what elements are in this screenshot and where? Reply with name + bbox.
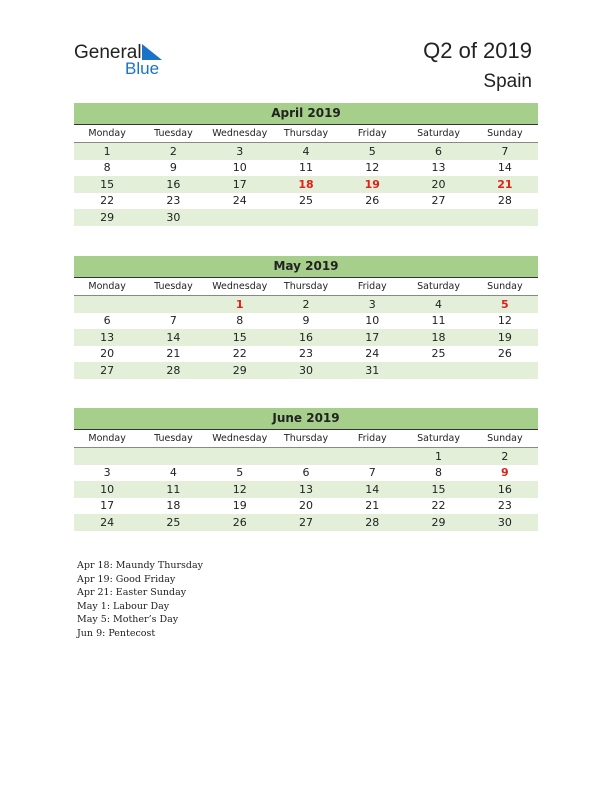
weekday-label: Friday: [339, 430, 405, 448]
day-cell: 21: [166, 347, 181, 361]
day-cell: 13: [74, 329, 140, 346]
day-cell: 17: [100, 499, 115, 513]
weekday-header-row: [74, 125, 538, 143]
weekday-label: Tuesday: [140, 278, 206, 296]
empty-day-cell: [207, 448, 273, 465]
logo-blue-text: Blue: [125, 59, 160, 78]
week-row: [74, 448, 538, 465]
day-cell: 26: [497, 347, 512, 361]
month-title: May 2019: [74, 256, 538, 278]
day-cell: 19: [472, 329, 538, 346]
day-cell: 30: [472, 514, 538, 531]
day-cell: 3: [339, 296, 405, 313]
week-row: [74, 329, 538, 346]
empty-day-cell: [273, 448, 339, 465]
logo-general-text: General: [74, 42, 142, 63]
day-cell: 10: [365, 314, 380, 328]
day-cell: 11: [140, 481, 206, 498]
day-cell: 2: [140, 143, 206, 160]
day-cell: 9: [302, 314, 310, 328]
day-cell: 26: [207, 514, 273, 531]
holiday-item: Apr 19: Good Friday: [77, 573, 176, 585]
holiday-list: [77, 559, 203, 641]
day-cell: 5: [472, 296, 538, 313]
week-row: [74, 160, 538, 177]
day-cell: 5: [339, 143, 405, 160]
day-cell: 23: [166, 194, 181, 208]
day-cell: 23: [497, 499, 512, 513]
day-cell: 11: [431, 314, 446, 328]
empty-day-cell: [74, 448, 140, 465]
day-cell: 4: [273, 143, 339, 160]
logo: [74, 42, 174, 78]
day-cell: 29: [207, 362, 273, 379]
day-cell: 27: [273, 514, 339, 531]
day-cell: 16: [273, 329, 339, 346]
week-row: [74, 296, 538, 313]
weekday-label: Monday: [74, 430, 140, 448]
day-cell: 30: [273, 362, 339, 379]
holiday-item: Apr 21: Easter Sunday: [77, 587, 187, 599]
holiday-item: Apr 18: Maundy Thursday: [77, 560, 204, 571]
day-cell: 1: [405, 448, 471, 465]
month-april: [74, 103, 538, 226]
day-cell: 28: [339, 514, 405, 531]
day-cell: 28: [497, 194, 512, 208]
month-june: [74, 408, 538, 531]
week-row: [74, 143, 538, 160]
day-cell: 7: [472, 143, 538, 160]
day-cell: 4: [169, 466, 177, 480]
day-cell: 18: [273, 176, 339, 193]
empty-day-cell: [74, 296, 140, 313]
day-cell: 1: [74, 143, 140, 160]
day-cell: 27: [74, 362, 140, 379]
week-row: [74, 481, 538, 498]
day-cell: 8: [236, 314, 244, 328]
day-cell: 26: [365, 194, 380, 208]
weekday-label: Saturday: [405, 430, 471, 448]
day-cell: 18: [405, 329, 471, 346]
country-label: Spain: [483, 71, 532, 92]
empty-day-cell: [339, 448, 405, 465]
day-cell: 20: [405, 176, 471, 193]
calendar-grid: [74, 278, 538, 379]
calendar-grid: [74, 430, 538, 531]
day-cell: 6: [405, 143, 471, 160]
empty-day-cell: [140, 448, 206, 465]
weekday-label: Thursday: [273, 278, 339, 296]
day-cell: 9: [501, 466, 509, 480]
day-cell: 14: [140, 329, 206, 346]
day-cell: 13: [273, 481, 339, 498]
day-cell: 20: [298, 499, 313, 513]
day-cell: 7: [169, 314, 177, 328]
weekday-label: Sunday: [472, 125, 538, 143]
day-cell: 20: [100, 347, 115, 361]
day-cell: 30: [140, 209, 206, 226]
week-row: [74, 176, 538, 193]
day-cell: 18: [166, 499, 181, 513]
weekday-header-row: [74, 430, 538, 448]
day-cell: 15: [74, 176, 140, 193]
day-cell: 21: [472, 176, 538, 193]
weekday-label: Saturday: [405, 125, 471, 143]
day-cell: 16: [472, 481, 538, 498]
week-row: [74, 346, 538, 363]
weekday-label: Tuesday: [140, 430, 206, 448]
day-cell: 29: [74, 209, 140, 226]
day-cell: 19: [339, 176, 405, 193]
day-cell: 7: [368, 466, 376, 480]
weekday-label: Sunday: [472, 430, 538, 448]
day-cell: 2: [472, 448, 538, 465]
day-cell: 21: [365, 499, 380, 513]
weekday-label: Monday: [74, 125, 140, 143]
holiday-item: May 5: Mother’s Day: [77, 614, 179, 626]
day-cell: 8: [103, 161, 111, 175]
day-cell: 15: [405, 481, 471, 498]
weekday-label: Friday: [339, 278, 405, 296]
day-cell: 17: [339, 329, 405, 346]
day-cell: 4: [405, 296, 471, 313]
day-cell: 24: [232, 194, 247, 208]
day-cell: 5: [236, 466, 244, 480]
day-cell: 3: [103, 466, 111, 480]
day-cell: 22: [232, 347, 247, 361]
page-title: Q2 of 2019: [423, 38, 532, 63]
day-cell: 1: [207, 296, 273, 313]
day-cell: 6: [103, 314, 111, 328]
empty-day-cell: [273, 209, 339, 226]
weekday-label: Sunday: [472, 278, 538, 296]
day-cell: 10: [232, 161, 247, 175]
empty-day-cell: [472, 362, 538, 379]
day-cell: 15: [207, 329, 273, 346]
week-row: [74, 362, 538, 379]
empty-day-cell: [405, 209, 471, 226]
calendar-grid: [74, 125, 538, 226]
day-cell: 28: [140, 362, 206, 379]
weekday-label: Thursday: [273, 430, 339, 448]
month-title: June 2019: [74, 408, 538, 430]
week-row: [74, 514, 538, 531]
holiday-item: Jun 9: Pentecost: [77, 627, 156, 639]
day-cell: 3: [207, 143, 273, 160]
week-row: [74, 313, 538, 330]
day-cell: 24: [365, 347, 380, 361]
day-cell: 25: [140, 514, 206, 531]
day-cell: 6: [302, 466, 310, 480]
day-cell: 27: [431, 194, 446, 208]
day-cell: 14: [339, 481, 405, 498]
weekday-label: Wednesday: [207, 278, 273, 296]
empty-day-cell: [405, 362, 471, 379]
month-may: [74, 256, 538, 379]
day-cell: 22: [431, 499, 446, 513]
month-title: April 2019: [74, 103, 538, 125]
day-cell: 12: [207, 481, 273, 498]
logo-triangle-icon: [142, 44, 162, 60]
day-cell: 2: [273, 296, 339, 313]
day-cell: 22: [100, 194, 115, 208]
day-cell: 25: [431, 347, 446, 361]
day-cell: 12: [365, 161, 380, 175]
weekday-label: Wednesday: [207, 430, 273, 448]
day-cell: 29: [405, 514, 471, 531]
day-cell: 16: [140, 176, 206, 193]
day-cell: 14: [497, 161, 512, 175]
empty-day-cell: [140, 296, 206, 313]
holiday-item: May 1: Labour Day: [77, 600, 170, 612]
day-cell: 10: [74, 481, 140, 498]
day-cell: 24: [74, 514, 140, 531]
empty-day-cell: [339, 209, 405, 226]
weekday-label: Thursday: [273, 125, 339, 143]
day-cell: 23: [298, 347, 313, 361]
weekday-label: Saturday: [405, 278, 471, 296]
day-cell: 11: [298, 161, 313, 175]
day-cell: 31: [339, 362, 405, 379]
day-cell: 8: [435, 466, 443, 480]
empty-day-cell: [207, 209, 273, 226]
weekday-label: Monday: [74, 278, 140, 296]
weekday-label: Wednesday: [207, 125, 273, 143]
weekday-label: Tuesday: [140, 125, 206, 143]
weekday-header-row: [74, 278, 538, 296]
week-row: [74, 193, 538, 210]
empty-day-cell: [472, 209, 538, 226]
day-cell: 12: [497, 314, 512, 328]
day-cell: 25: [298, 194, 313, 208]
week-row: [74, 465, 538, 482]
day-cell: 19: [232, 499, 247, 513]
weekday-label: Friday: [339, 125, 405, 143]
day-cell: 17: [207, 176, 273, 193]
day-cell: 13: [431, 161, 446, 175]
week-row: [74, 209, 538, 226]
day-cell: 9: [169, 161, 177, 175]
week-row: [74, 498, 538, 515]
